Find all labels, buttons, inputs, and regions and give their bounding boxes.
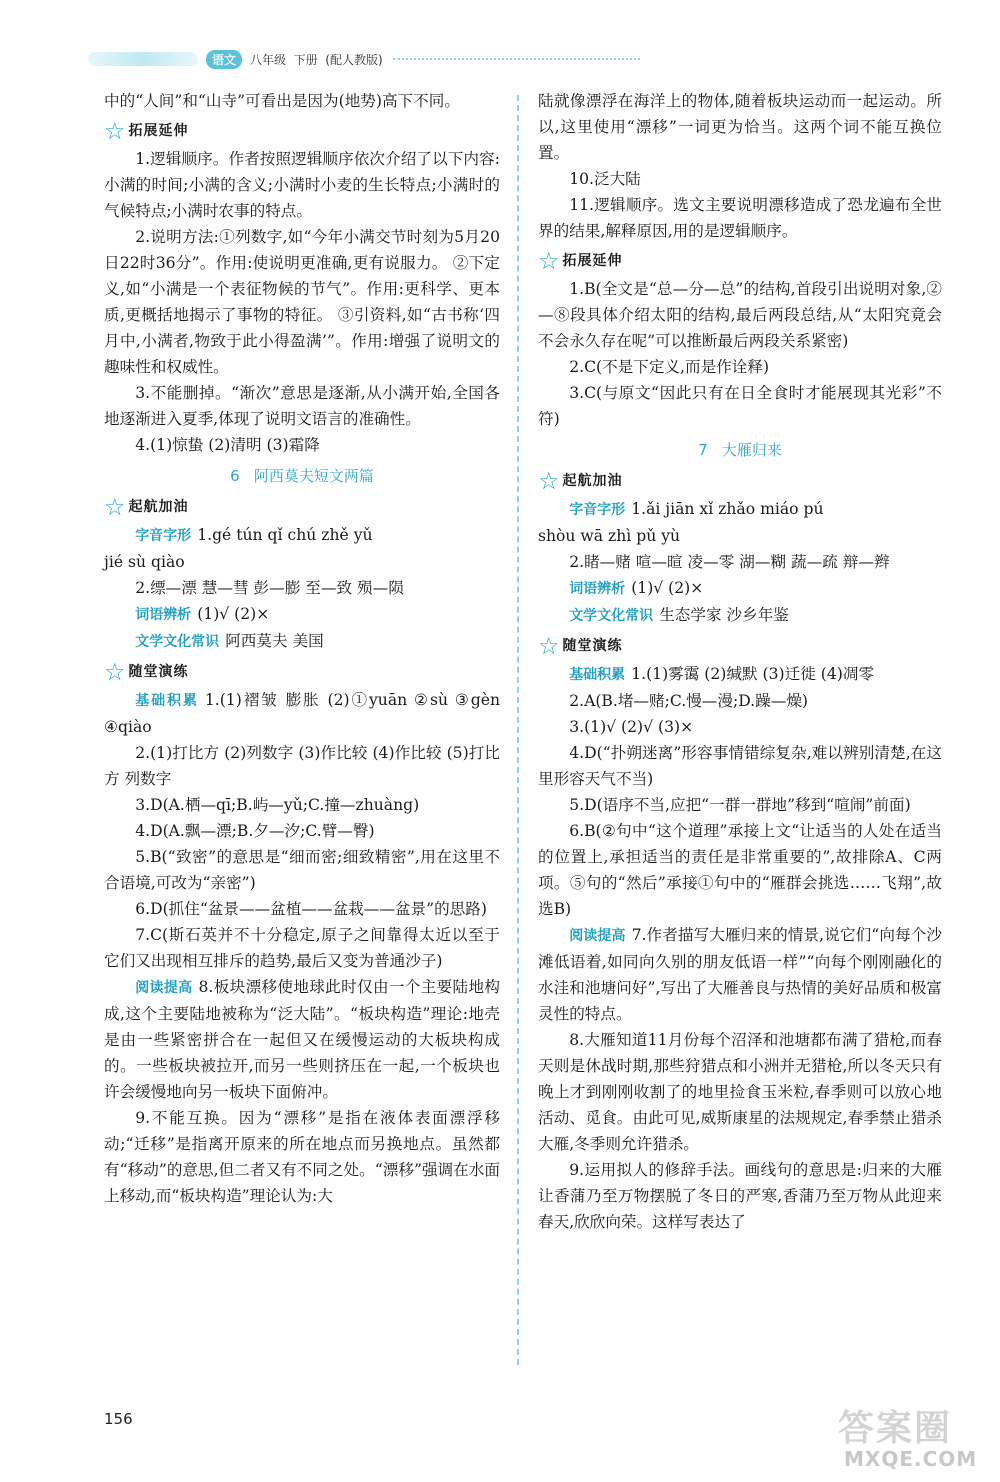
answer-item: 4.D(“扑朔迷离”形容事情错综复杂,难以辨别清楚,在这里形容天气不当) <box>538 744 942 788</box>
star-icon: ☆ <box>104 658 126 686</box>
answer-item: shòu wā zhì pǔ yù <box>538 527 681 545</box>
subsection-tag: 字音字形 <box>135 528 192 544</box>
right-column <box>538 88 942 1235</box>
paragraph: 中的“人间”和“山寺”可看出是因为(地势)高下不同。 <box>104 92 460 110</box>
subsection-tag: 基础积累 <box>569 667 626 683</box>
answer-item: 11.逻辑顺序。选文主要说明漂移造成了恐龙遍布全世界的结果,解释原因,用的是逻辑顺序。 <box>538 196 942 240</box>
answer-item: 2.睹—赌 喧—暄 凌—零 湖—糊 蔬—疏 辩—辫 <box>569 553 890 571</box>
answer-item: 6.B(②句中“这个道理”承接上文“让适当的人处在适当的位置上,承担适当的责任是非常重要的”,故排除A、C两项。⑤句的“然后”承接①句中的“雁群会挑选……飞翔”,故选B) <box>538 822 942 918</box>
answer-item: 9.运用拟人的修辞手法。画线句的意思是:归来的大雁让香蒲乃至万物摆脱了冬日的严寒,香蒲乃至万物从此迎来春天,欣欣向荣。这样写表达了 <box>538 1161 942 1231</box>
subsection-tag: 阅读提高 <box>569 928 626 944</box>
header-dotted-line <box>393 58 640 60</box>
subsection-tag: 基础积累 <box>135 693 199 709</box>
answer-item: 1.B(全文是“总—分—总”的结构,首段引出说明对象,②—⑧段具体介绍太阳的结构,最后两段总结,从“太阳究竟会不会永久存在呢”可以推断最后两段关系紧密) <box>538 280 942 350</box>
star-icon: ☆ <box>104 493 126 521</box>
answer-item: 字音字形 1.ǎi jiān xǐ zhǎo miáo pú <box>569 500 824 518</box>
subsection-tag: 阅读提高 <box>135 980 193 996</box>
answer-item: 字音字形 1.gé tún qǐ chú zhě yǔ <box>135 526 373 544</box>
answer-item: 基础积累 1.(1)褶皱 膨胀 (2)①yuān ②sù ③gèn ④qiào <box>104 691 500 736</box>
answer-item: jié sù qiào <box>104 553 185 571</box>
subsection-tag: 词语辨析 <box>569 581 626 597</box>
answer-item: 4.D(A.飘—漂;B.夕—汐;C.臂—臀) <box>135 822 375 840</box>
answer-item: 6.D(抓住“盆景——盆植——盆栽——盆景”的思路) <box>135 900 487 918</box>
answer-item: 2.C(不是下定义,而是作诠释) <box>569 358 770 376</box>
star-icon: ☆ <box>538 467 560 495</box>
watermark-text: 答案圈 <box>838 1408 953 1449</box>
section-heading: ☆ 随堂演练 <box>104 658 189 686</box>
section-heading: ☆ 拓展延伸 <box>538 247 623 275</box>
answer-item: 9.不能互换。因为“漂移”是指在液体表面漂浮移动;“迁移”是指离开原来的所在地点而另换地点。虽然都有“移动”的意思,但二者又有不同之处。“漂移”强调在水面上移动,而“板块构造”理论认为:大 <box>104 1109 500 1205</box>
answer-item: 2.说明方法:①列数字,如“今年小满交节时刻为5月20日22时36分”。作用:使说明更准确,更有说服力。 ②下定义,如“小满是一个表征物候的节气”。作用:更科学、更本质,更概括地揭示了事物的特征。 ③引资料,如“古书称‘四月中,小满者,物致于此小得盈满’”。作用:增强了说明文的趣味性和权威性。 <box>104 228 500 376</box>
answer-item: 阅读提高 7.作者描写大雁归来的情景,说它们“向每个沙滩低语着,如同向久别的朋友低语一样”“向每个刚刚融化的水洼和池塘问好”,写出了大雁善良与热情的美好品质和极富灵性的特点。 <box>538 926 942 1023</box>
star-icon: ☆ <box>104 117 126 145</box>
answer-item: 5.D(语序不当,应把“一群一群地”移到“喧闹”前面) <box>569 796 911 814</box>
answer-item: 文学文化常识 生态学家 沙乡年鉴 <box>569 606 789 624</box>
answer-item: 2.缥—漂 慧—彗 彭—膨 至—致 殒—陨 <box>135 579 404 597</box>
header-decoration <box>88 52 198 66</box>
watermark-logo <box>838 1410 988 1476</box>
answer-item: 3.(1)√ (2)√ (3)× <box>569 718 694 736</box>
answer-item: 文学文化常识 阿西莫夫 美国 <box>135 632 324 650</box>
answer-item: 2.A(B.堵—赌;C.慢—漫;D.躁—燥) <box>569 692 808 710</box>
answer-item: 2.(1)打比方 (2)列数字 (3)作比较 (4)作比较 (5)打比方 列数字 <box>104 744 500 788</box>
subsection-tag: 文学文化常识 <box>135 634 220 650</box>
subsection-tag: 字音字形 <box>569 502 626 518</box>
subject-badge: 语文 <box>206 50 242 69</box>
answer-item: 词语辨析 (1)√ (2)× <box>569 579 704 597</box>
answer-item: 3.不能删掉。“渐次”意思是逐渐,从小满开始,全国各地逐渐进入夏季,体现了说明文语言的准确性。 <box>104 384 500 428</box>
answer-item: 3.D(A.栖—qī;B.屿—yǔ;C.撞—zhuàng) <box>135 796 420 814</box>
answer-item: 10.泛大陆 <box>569 170 641 188</box>
answer-item: 5.B(“致密”的意思是“细而密;细致精密”,用在这里不合语境,可改为“亲密”) <box>104 848 500 892</box>
subsection-tag: 词语辨析 <box>135 607 192 623</box>
book-title: 八年级 下册 (配人教版) <box>250 52 383 67</box>
section-heading: ☆ 拓展延伸 <box>104 117 189 145</box>
subsection-tag: 文学文化常识 <box>569 608 654 624</box>
section-heading: ☆ 随堂演练 <box>538 632 623 660</box>
answer-item: 阅读提高 8.板块漂移使地球此时仅由一个主要陆地构成,这个主要陆地被称为“泛大陆”。“板块构造”理论:地壳是由一些紧密拼合在一起但又在缓慢运动的大板块构成的。一些板块被拉开,而另一些则挤压在一起,一个板块也许会缓慢地向另一板块下面俯冲。 <box>104 978 501 1101</box>
answer-item: 4.(1)惊蛰 (2)清明 (3)霜降 <box>135 436 320 454</box>
star-icon: ☆ <box>538 247 560 275</box>
answer-item: 3.C(与原文“因此只有在日全食时才能展现其光彩”不符) <box>538 384 942 428</box>
section-heading: ☆ 起航加油 <box>104 493 189 521</box>
answer-item: 8.大雁知道11月份每个沼泽和池塘都布满了猎枪,而春天则是休战时期,那些狩猎点和小洲并无猎枪,所以冬天只有晚上才到刚刚收割了的地里捡食玉米粒,春季则可以放心地活动、觅食。由此可见,威斯康星的法规规定,春季禁止猎杀大雁,冬季则允许猎杀。 <box>538 1031 942 1153</box>
watermark-site: MXQE.COM <box>844 1447 978 1471</box>
column-divider <box>517 95 519 1365</box>
star-icon: ☆ <box>538 632 560 660</box>
answer-item: 基础积累 1.(1)雾霭 (2)缄默 (3)迁徙 (4)凋零 <box>569 665 875 683</box>
paragraph: 陆就像漂浮在海洋上的物体,随着板块运动而一起运动。所以,这里使用“漂移”一词更为恰当。这两个词不能互换位置。 <box>538 92 942 162</box>
answer-item: 7.C(斯石英并不十分稳定,原子之间靠得太近以至于它们又出现相互排斥的趋势,最后又变为普通沙子) <box>104 926 500 970</box>
answer-item: 1.逻辑顺序。作者按照逻辑顺序依次介绍了以下内容:小满的时间;小满的含义;小满时小麦的生长特点;小满时的气候特点;小满时农事的特点。 <box>104 150 500 220</box>
left-column <box>104 88 500 1209</box>
page-header <box>88 44 648 74</box>
chapter-title: 7 大雁归来 <box>698 441 782 459</box>
chapter-title: 6 阿西莫夫短文两篇 <box>230 467 374 485</box>
page-number: 156 <box>104 1410 133 1428</box>
answer-item: 词语辨析 (1)√ (2)× <box>135 605 270 623</box>
section-heading: ☆ 起航加油 <box>538 467 623 495</box>
